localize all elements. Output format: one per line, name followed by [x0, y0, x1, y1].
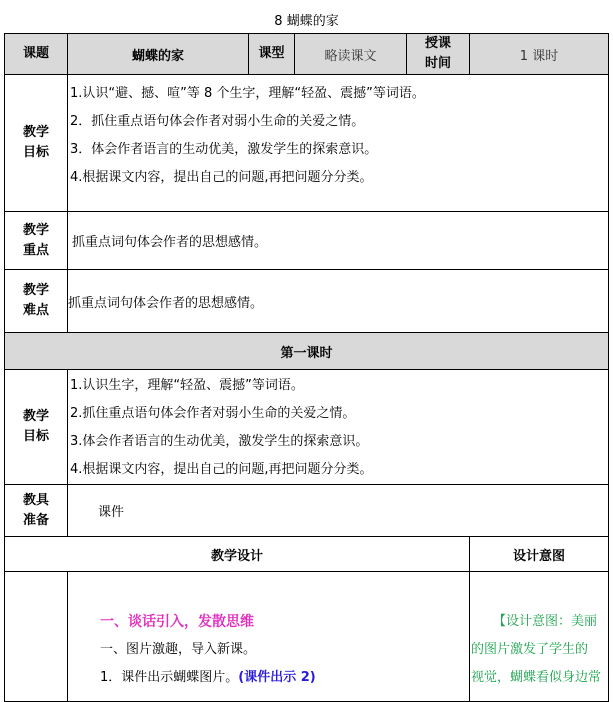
intent-line: 【设计意图：美丽: [493, 614, 598, 629]
lesson-goals-content: [68, 370, 609, 485]
lesson-goals-label-line-2: 目标: [22, 429, 49, 444]
step-line-text: 1．课件出示蝴蝶图片。: [100, 670, 239, 685]
difficult-point-label-line-1: 教学: [22, 283, 49, 298]
lesson-goal-item: 1.认识生字，理解“轻盈、震撼”等词语。: [70, 378, 304, 393]
lesson-head-row: [5, 333, 609, 370]
key-point-text: 抓重点词句体会作者的思想感情。: [68, 212, 609, 270]
goals-row: [5, 75, 609, 212]
intent-line: 视觉，蝴蝶看似身边常: [471, 670, 602, 685]
design-blank-cell: [5, 572, 68, 702]
materials-text: 课件: [68, 485, 609, 537]
time-label-line-1: 授课: [424, 36, 451, 51]
goals-label-line-2: 目标: [22, 145, 49, 160]
topic-value: 蝴蝶的家: [68, 34, 249, 75]
goal-item: 1.认识“避、撼、喧”等 8 个生字，理解“轻盈、震撼”等词语。: [70, 86, 425, 101]
goal-item: 4.根据课文内容，提出自己的问题,再把问题分分类。: [70, 170, 373, 185]
materials-label-line-2: 准备: [22, 512, 49, 528]
design-head-row: [5, 537, 609, 572]
document-title: 8 蝴蝶的家: [274, 14, 339, 29]
lesson-goal-item: 3.体会作者语言的生动优美，激发学生的探索意识。: [70, 434, 369, 449]
step-line: 一、图片激趣，导入新课。: [100, 642, 257, 657]
time-value: 1 课时: [470, 34, 609, 75]
difficult-point-label-line-2: 难点: [22, 303, 49, 318]
intent-line: 的图片激发了学生的: [471, 642, 589, 657]
design-content: [68, 572, 470, 702]
difficult-point-label: [5, 270, 68, 333]
topic-label: 课题: [5, 34, 68, 75]
header-row: [5, 34, 609, 75]
difficult-point-text: 抓重点词句体会作者的思想感情。: [68, 270, 609, 333]
goals-content: [68, 75, 609, 212]
type-value: 略读课文: [295, 34, 407, 75]
lesson-goal-item: 4.根据课文内容，提出自己的问题,再把问题分分类。: [70, 462, 373, 477]
design-left-head: 教学设计: [5, 537, 470, 572]
materials-label-line-1: 教具: [22, 492, 49, 508]
time-label-line-2: 时间: [424, 56, 451, 71]
lesson-goals-row: [5, 370, 609, 485]
lesson-goals-label: [5, 370, 68, 485]
time-label: [407, 34, 470, 75]
design-intent: [470, 572, 609, 702]
key-point-row: [5, 212, 609, 270]
key-point-label-line-1: 教学: [22, 222, 49, 238]
step-line: [100, 664, 469, 692]
materials-label: [5, 485, 68, 537]
lesson-plan-table: [4, 33, 609, 702]
goals-label-line-1: 教学: [22, 125, 49, 140]
lesson-goal-item: 2.抓住重点语句体会作者对弱小生命的关爱之情。: [70, 406, 356, 421]
type-label: 课型: [249, 34, 295, 75]
difficult-point-row: [5, 270, 609, 333]
lesson-goals-label-line-1: 教学: [22, 409, 49, 424]
goals-label: [5, 75, 68, 212]
design-content-row: [5, 572, 609, 702]
goal-item: 3．体会作者语言的生动优美，激发学生的探索意识。: [70, 142, 378, 157]
key-point-label: [5, 212, 68, 270]
lesson-head: 第一课时: [5, 333, 609, 370]
design-right-head: 设计意图: [470, 537, 609, 572]
step-heading: 一、谈话引入，发散思维: [100, 614, 254, 630]
goal-item: 2．抓住重点语句体会作者对弱小生命的关爱之情。: [70, 114, 365, 129]
materials-row: [5, 485, 609, 537]
key-point-label-line-2: 重点: [22, 242, 49, 258]
courseware-ref: (课件出示 2): [238, 670, 316, 685]
